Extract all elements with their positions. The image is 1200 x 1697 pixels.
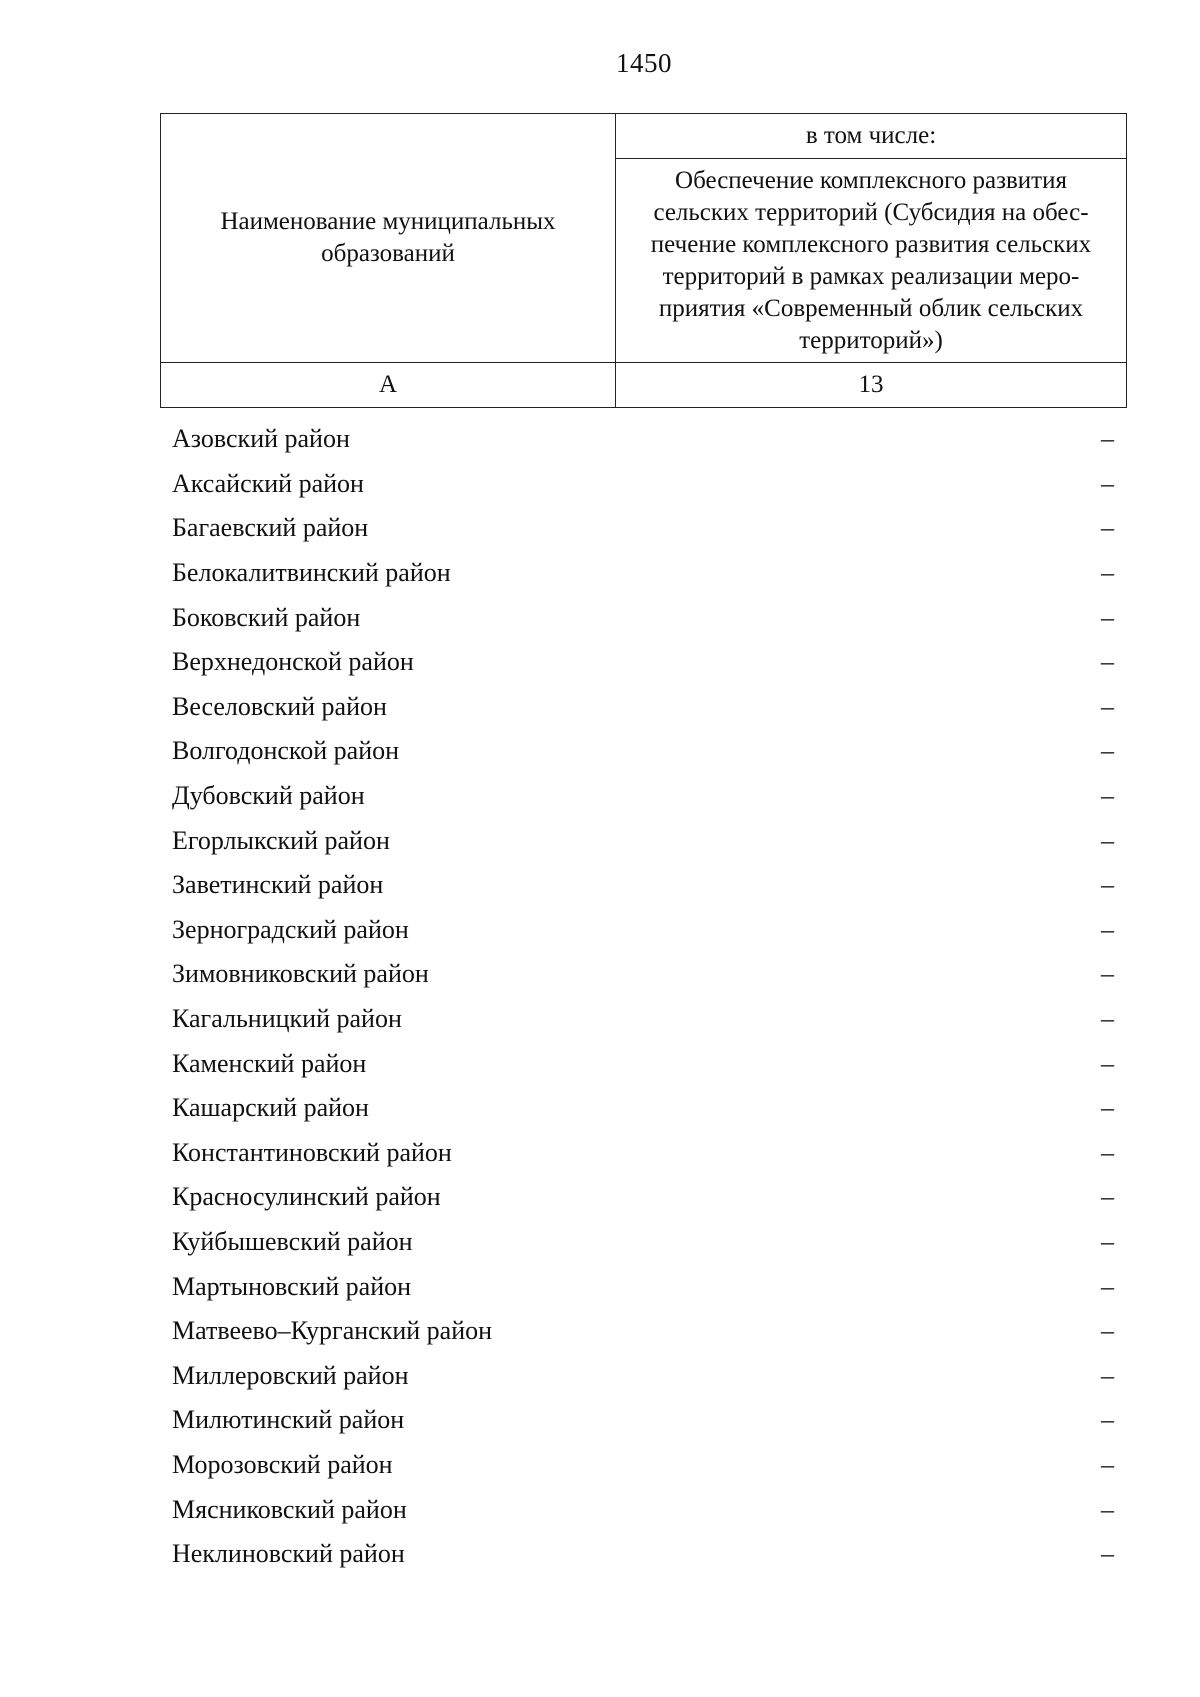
description-line: территорий в рамках реализации меро- [662,262,1080,290]
column-index-13: 13 [616,363,1127,408]
district-value: – [1101,1494,1114,1524]
district-name: Боковский район [172,602,361,632]
table-row [172,818,1116,863]
table-row [172,1532,1116,1577]
district-name: Константиновский район [172,1137,452,1167]
table-row [172,1041,1116,1086]
district-value: – [1101,1405,1114,1435]
table-row [172,417,1116,462]
district-list [172,417,1116,1576]
description-line: печение комплексного развития сельских [650,230,1092,258]
table-row [172,1220,1116,1265]
district-value: – [1101,914,1114,944]
district-name: Красносулинский район [172,1182,441,1212]
district-value: – [1101,1539,1114,1569]
description-line: приятия «Современный облик сельских [658,294,1084,322]
district-name: Заветинский район [172,870,384,900]
district-value: – [1101,781,1114,811]
district-value: – [1101,468,1114,498]
district-value: – [1101,825,1114,855]
district-name: Куйбышевский район [172,1226,413,1256]
district-name: Кагальницкий район [172,1004,402,1034]
district-name: Багаевский район [172,513,369,543]
district-value: – [1101,1137,1114,1167]
district-value: – [1101,1449,1114,1479]
table-row [172,595,1116,640]
table-row [172,908,1116,953]
district-value: – [1101,513,1114,543]
district-value: – [1101,1360,1114,1390]
table-row [172,1131,1116,1176]
district-value: – [1101,424,1114,454]
district-name: Аксайский район [172,468,364,498]
district-name: Неклиновский район [172,1539,405,1569]
table-row [172,506,1116,551]
district-name: Морозовский район [172,1449,393,1479]
table-row [172,1398,1116,1443]
district-name: Зимовниковский район [172,959,429,989]
district-name: Миллеровский район [172,1360,409,1390]
district-name: Белокалитвинский район [172,558,451,588]
description-line: Обеспечение комплексного развития [675,166,1067,194]
district-value: – [1101,1271,1114,1301]
table-row [172,1086,1116,1131]
district-name: Волгодонской район [172,736,400,766]
district-value: – [1101,1316,1114,1346]
table-row [172,1309,1116,1354]
table-row [172,952,1116,997]
header-table [160,113,1127,408]
district-value: – [1101,1004,1114,1034]
table-row [172,774,1116,819]
column-header-name: Наименование муниципальных образований [161,114,616,363]
table-row [172,551,1116,596]
table-row [172,729,1116,774]
table-row [172,1175,1116,1220]
district-name: Зерноградский район [172,914,409,944]
table-row [172,640,1116,685]
district-value: – [1101,691,1114,721]
table-row [172,1443,1116,1488]
district-value: – [1101,602,1114,632]
table-row [172,1487,1116,1532]
district-name: Каменский район [172,1048,367,1078]
district-name: Веселовский район [172,691,387,721]
district-value: – [1101,647,1114,677]
district-name: Азовский район [172,424,350,454]
page-number: 1450 [616,48,672,78]
district-name: Матвеево–Курганский район [172,1316,493,1346]
district-name: Мартыновский район [172,1271,412,1301]
table-row [172,685,1116,730]
description-line: территорий») [799,326,943,354]
district-value: – [1101,736,1114,766]
district-value: – [1101,870,1114,900]
district-value: – [1101,1226,1114,1256]
description-line: сельских территорий (Субсидия на обес- [653,198,1089,226]
district-value: – [1101,558,1114,588]
district-value: – [1101,1048,1114,1078]
column-header-description [616,159,1127,363]
table-row [172,1264,1116,1309]
column-index-a: А [161,363,616,408]
district-name: Мясниковский район [172,1494,407,1524]
district-name: Милютинский район [172,1405,405,1435]
table-row [172,462,1116,507]
district-name: Дубовский район [172,781,365,811]
column-group-header: в том числе: [616,114,1127,159]
district-value: – [1101,1093,1114,1123]
district-value: – [1101,959,1114,989]
table-row [172,863,1116,908]
table-row [172,1353,1116,1398]
district-name: Кашарский район [172,1093,369,1123]
district-name: Егорлыкский район [172,825,390,855]
district-name: Верхнедонской район [172,647,414,677]
table-row [172,997,1116,1042]
district-value: – [1101,1182,1114,1212]
